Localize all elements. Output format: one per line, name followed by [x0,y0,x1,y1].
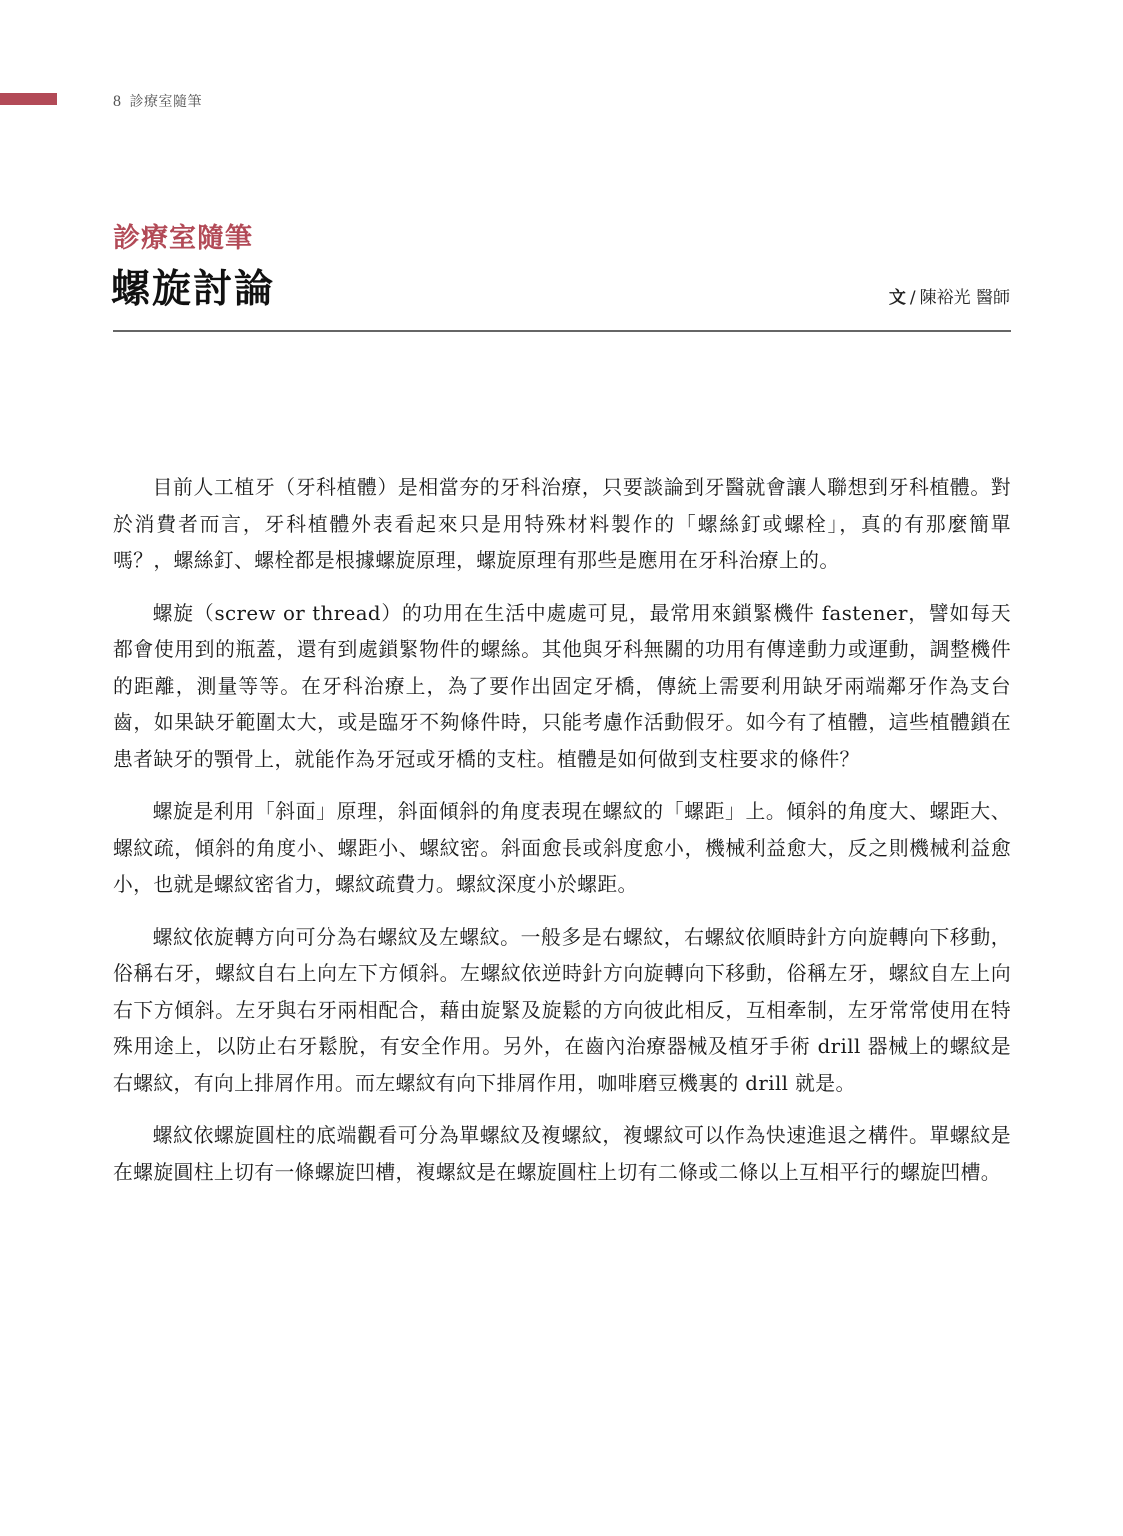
column-label: 診療室隨筆 [113,223,253,254]
article-body [113,470,1011,1207]
running-head [113,91,202,111]
header-accent-bar [0,93,57,105]
byline-prefix: 文 [888,288,906,308]
paragraph-2: 螺旋（screw or thread）的功用在生活中處處可見，最常用來鎖緊機件 fastener，譬如每天都會使用到的瓶蓋，還有到處鎖緊物件的螺絲。其他與牙科無關的功用有傳達動力或運動，調整機件的距離，測量等等。在牙科治療上，為了要作出固定牙橋，傳統上需要利用缺牙兩端鄰牙作為支台齒，如果缺牙範圍太大，或是臨牙不夠條件時，只能考慮作活動假牙。如今有了植體，這些植體鎖在患者缺牙的顎骨上，就能作為牙冠或牙橋的支柱。植體是如何做到支柱要求的條件？ [113,601,1011,771]
byline [889,283,1010,308]
paragraph-5: 螺紋依螺旋圓柱的底端觀看可分為單螺紋及複螺紋，複螺紋可以作為快速進退之構件。單螺紋是在螺旋圓柱上切有一條螺旋凹槽，複螺紋是在螺旋圓柱上切有二條或二條以上互相平行的螺旋凹槽。 [113,1124,1011,1184]
page-number: 8 [113,93,122,110]
paragraph-3: 螺旋是利用「斜面」原理，斜面傾斜的角度表現在螺紋的「螺距」上。傾斜的角度大、螺距大、螺紋疏，傾斜的角度小、螺距小、螺紋密。斜面愈長或斜度愈小，機械利益愈大，反之則機械利益愈小，也就是螺紋密省力，螺紋疏費力。螺紋深度小於螺距。 [113,800,1011,896]
paragraph-1: 目前人工植牙（牙科植體）是相當夯的牙科治療，只要談論到牙醫就會讓人聯想到牙科植體。對於消費者而言，牙科植體外表看起來只是用特殊材料製作的「螺絲釘或螺栓」，真的有那麼簡單嗎？，螺絲釘、螺栓都是根據螺旋原理，螺旋原理有那些是應用在牙科治療上的。 [113,476,1011,572]
title-divider [113,330,1011,332]
running-head-section: 診療室隨筆 [129,94,202,110]
byline-separator: / [909,288,916,308]
paragraph-4: 螺紋依旋轉方向可分為右螺紋及左螺紋。一般多是右螺紋，右螺紋依順時針方向旋轉向下移動，俗稱右牙，螺紋自右上向左下方傾斜。左螺紋依逆時針方向旋轉向下移動，俗稱左牙，螺紋自左上向右下方傾斜。左牙與右牙兩相配合，藉由旋緊及旋鬆的方向彼此相反，互相牽制，左牙常常使用在特殊用途上，以防止右牙鬆脫，有安全作用。另外，在齒內治療器械及植牙手術 drill 器械上的螺紋是右螺紋，有向上排屑作用。而左螺紋有向下排屑作用，咖啡磨豆機裏的 drill 就是。 [113,925,1011,1095]
article-title: 螺旋討論 [111,267,276,312]
byline-author: 陳裕光 醫師 [919,288,1010,308]
